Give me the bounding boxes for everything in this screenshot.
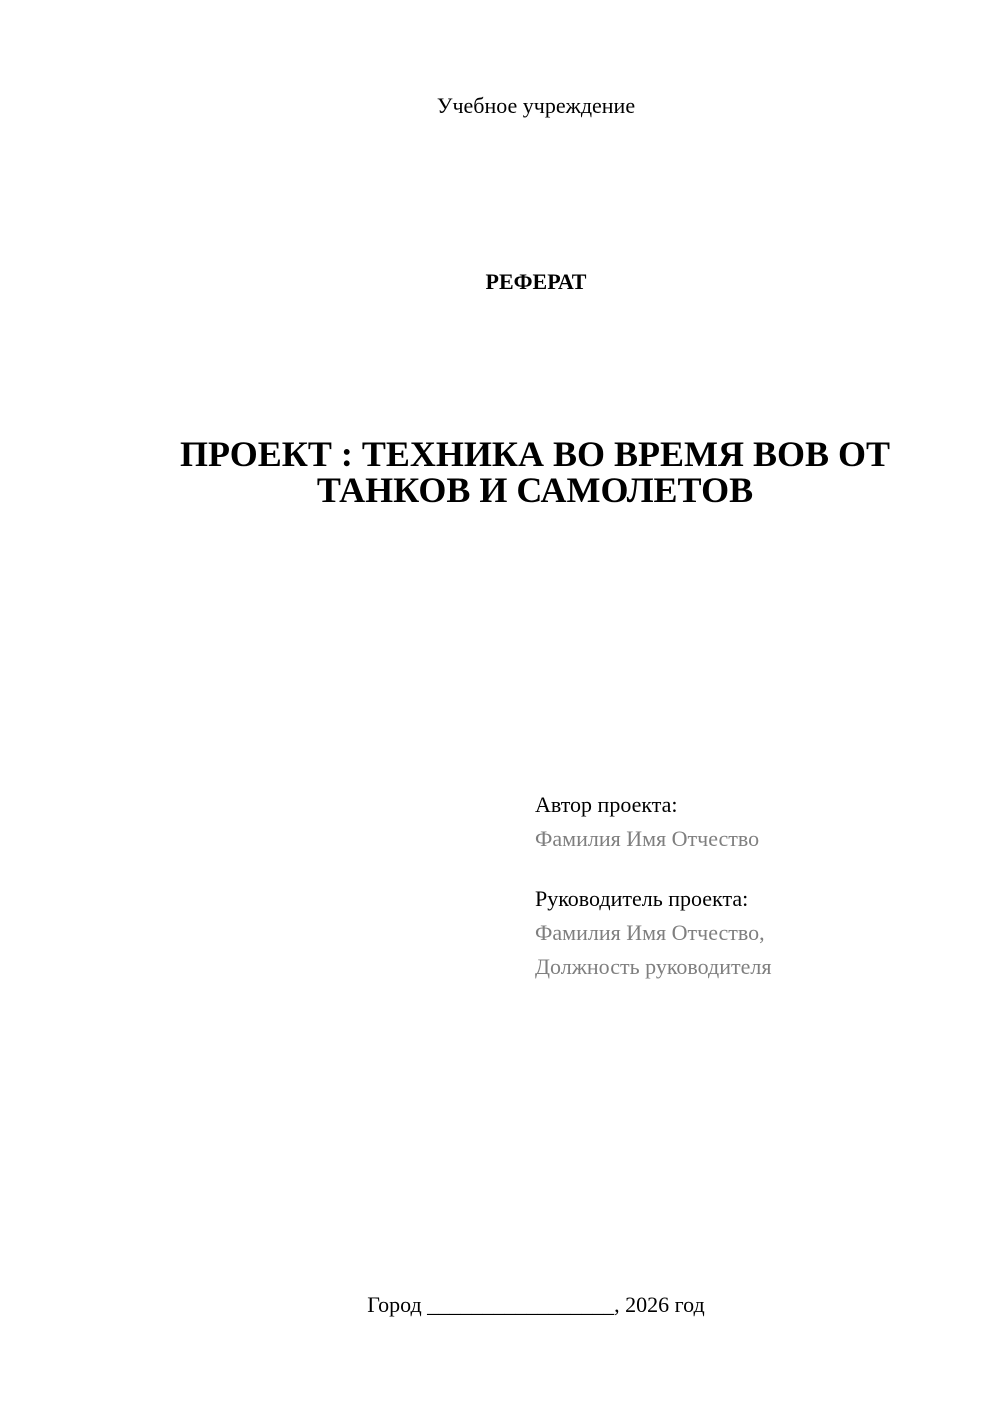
institution-name: Учебное учреждение [436, 93, 636, 118]
title-line-1: ПРОЕКТ : ТЕХНИКА ВО ВРЕМЯ ВОВ ОТ [179, 434, 891, 474]
author-label: Автор проекта: [535, 792, 678, 817]
supervisor-label: Руководитель проекта: [535, 886, 749, 911]
city-year-line: Город _________________, 2026 год [367, 1292, 705, 1317]
page-title [150, 436, 920, 508]
supervisor-name: Фамилия Имя Отчество, [535, 920, 765, 945]
document-type: РЕФЕРАТ [485, 269, 587, 294]
supervisor-block [535, 882, 975, 984]
author-block [535, 788, 975, 856]
project-info [535, 788, 975, 1010]
title-line-2: ТАНКОВ И САМОЛЕТОВ [316, 470, 754, 510]
supervisor-position: Должность руководителя [535, 954, 772, 979]
author-name: Фамилия Имя Отчество [535, 826, 760, 851]
